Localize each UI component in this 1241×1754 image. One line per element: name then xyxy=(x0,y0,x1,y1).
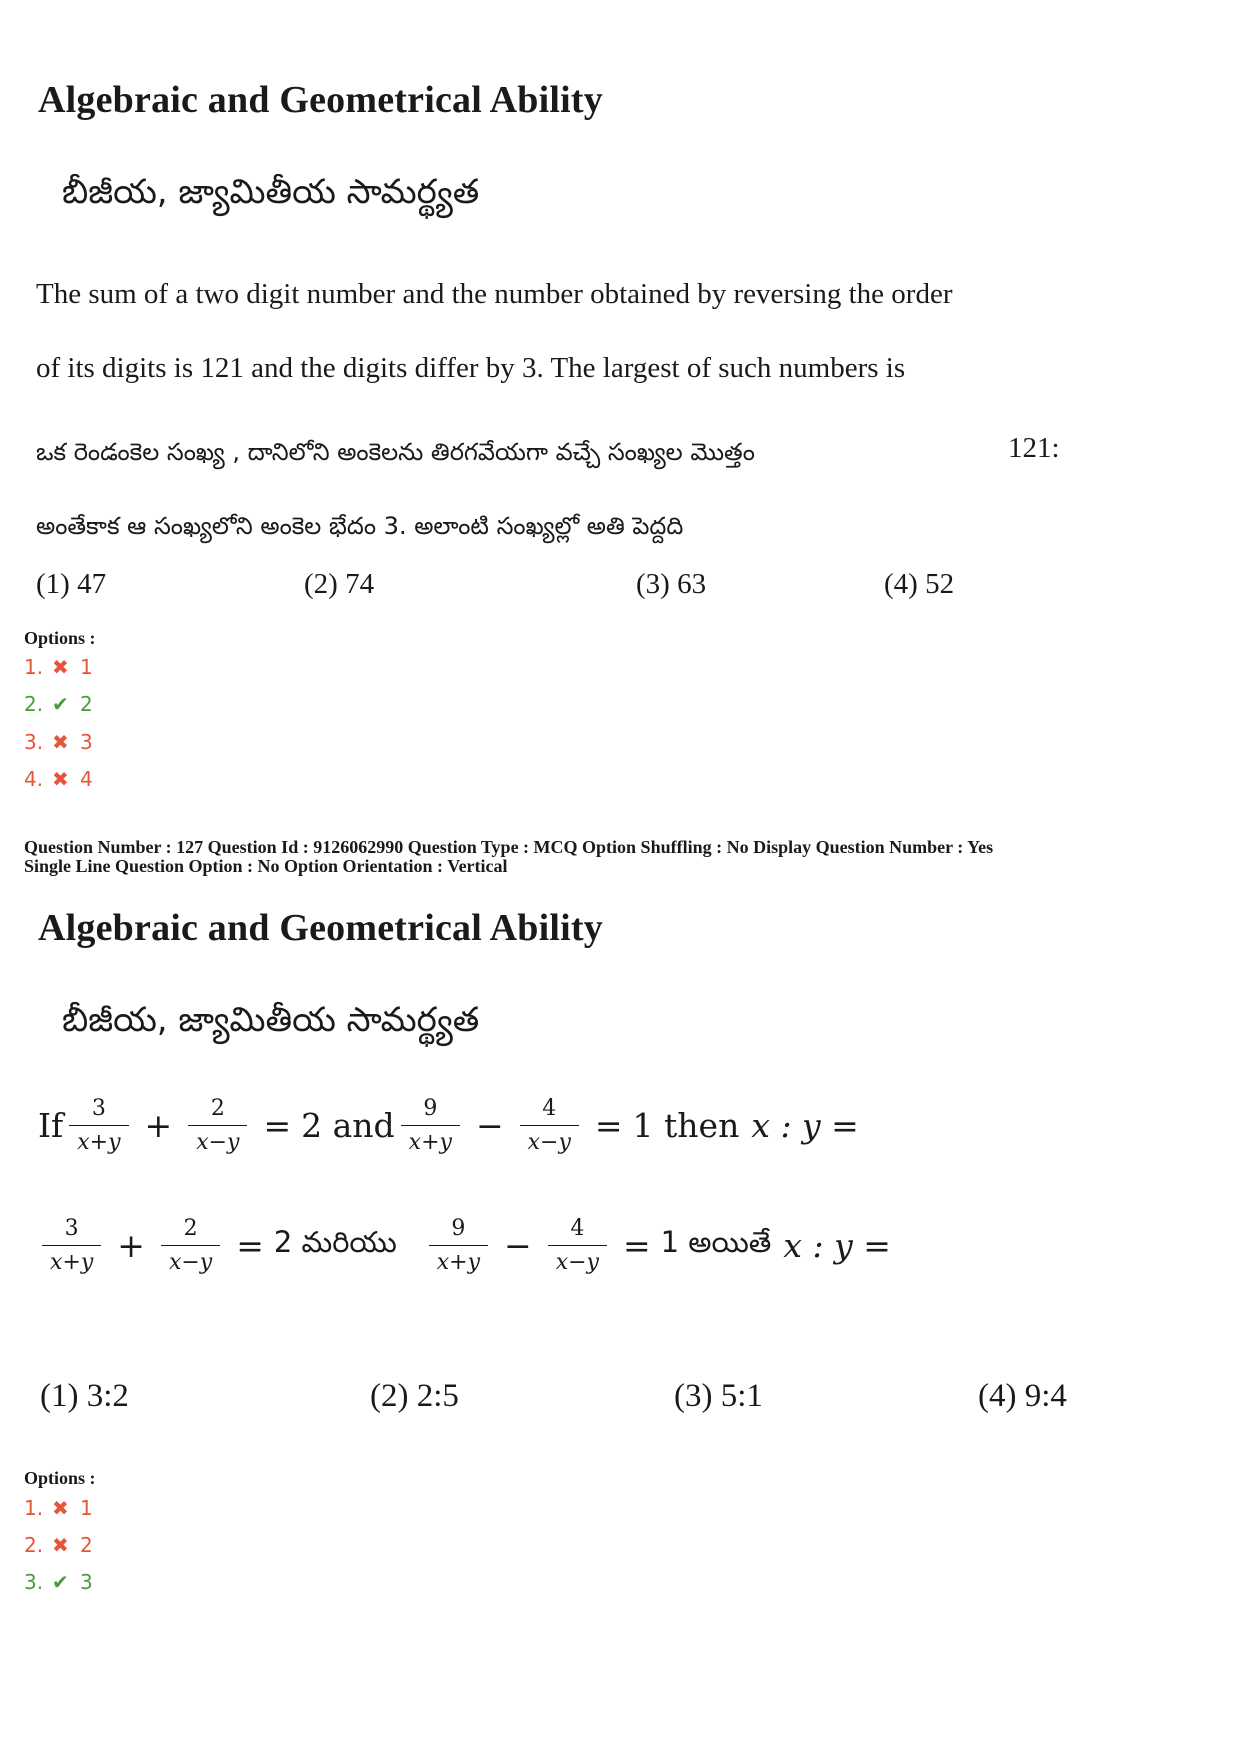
check-mark-icon: ✔ xyxy=(52,1570,69,1594)
option-label: 4 xyxy=(80,767,93,791)
fraction: $\frac{2}{x-y}$ xyxy=(188,1096,247,1155)
eq-if: If xyxy=(38,1106,64,1145)
fraction: $\frac{9}{x+y}$ xyxy=(429,1216,488,1275)
wrong-mark-icon: ✖ xyxy=(52,1496,69,1520)
option-item xyxy=(24,1570,93,1594)
section-title: Algebraic and Geometrical Ability xyxy=(38,907,603,949)
eq-telugu-and: 2 మరియు xyxy=(273,1224,397,1259)
question-text-line1: The sum of a two digit number and the number obtained by reversing the order xyxy=(36,278,953,310)
answer-choice-3: (3) 5:1 xyxy=(674,1378,763,1414)
option-item xyxy=(24,1533,93,1557)
answer-choice-2: (2) 2:5 xyxy=(370,1378,459,1414)
option-number: 4. xyxy=(24,767,44,791)
option-number: 2. xyxy=(24,692,44,716)
option-label: 2 xyxy=(80,1533,93,1557)
options-heading: Options : xyxy=(24,1468,96,1488)
answer-choice-1: (1) 3:2 xyxy=(40,1378,129,1414)
option-label: 3 xyxy=(80,730,93,754)
answer-choice-4: (4) 9:4 xyxy=(978,1378,1067,1414)
section-title-telugu: బీజీయ, జ్యామితీయ సామర్థ్యత xyxy=(62,1000,480,1040)
question-telugu-line2: అంతేకాక ఆ సంఖ్యలోని అంకెల భేదం 3. అలాంటి సంఖ్యల్లో అతి పెద్దది xyxy=(36,512,684,540)
option-number: 1. xyxy=(24,655,44,679)
fraction: $\frac{4}{x-y}$ xyxy=(520,1096,579,1155)
eq-telugu-then: 1 అయితే xyxy=(660,1224,772,1259)
option-label: 2 xyxy=(80,692,93,716)
question-text-line2: of its digits is 121 and the digits differ by 3. The largest of such numbers is xyxy=(36,352,906,384)
option-item xyxy=(24,1496,93,1520)
section-title-telugu: బీజీయ, జ్యామితీయ సామర్థ్యత xyxy=(62,172,480,212)
fraction: $\frac{4}{x-y}$ xyxy=(548,1216,607,1275)
wrong-mark-icon: ✖ xyxy=(52,1533,69,1557)
equation-english: If $\frac{3}{x+y}$ + $\frac{2}{x-y}$ = 2 and $\frac{9}{x+y}$ − $\frac{4}{x-y}$ = 1 then x : y = xyxy=(38,1096,859,1155)
answer-choice-4: (4) 52 xyxy=(884,568,955,600)
answer-choice-1: (1) 47 xyxy=(36,568,107,600)
eq-and: 2 and xyxy=(301,1106,395,1145)
question-meta-line1: Question Number : 127 Question Id : 9126062990 Question Type : MCQ Option Shuffling : No Display Question Number : Yes xyxy=(24,837,994,857)
eq-then: 1 then xyxy=(632,1106,740,1145)
fraction: $\frac{9}{x+y}$ xyxy=(401,1096,460,1155)
options-heading: Options : xyxy=(24,628,96,648)
section-title: Algebraic and Geometrical Ability xyxy=(38,79,603,121)
question-telugu-number: 121: xyxy=(1008,432,1060,464)
option-label: 3 xyxy=(80,1570,93,1594)
option-label: 1 xyxy=(80,1496,93,1520)
option-number: 3. xyxy=(24,1570,44,1594)
wrong-mark-icon: ✖ xyxy=(52,655,69,679)
fraction: $\frac{2}{x-y}$ xyxy=(161,1216,220,1275)
wrong-mark-icon: ✖ xyxy=(52,767,69,791)
wrong-mark-icon: ✖ xyxy=(52,730,69,754)
fraction: $\frac{3}{x+y}$ xyxy=(42,1216,101,1275)
eq-ratio: x : y = xyxy=(783,1226,891,1265)
equation-telugu: $\frac{3}{x+y}$ + $\frac{2}{x-y}$ = 2 మరియు $\frac{9}{x+y}$ − $\frac{4}{x-y}$ = 1 అయితే x : y = xyxy=(36,1216,891,1275)
option-number: 2. xyxy=(24,1533,44,1557)
option-item xyxy=(24,730,93,754)
answer-choice-2: (2) 74 xyxy=(304,568,375,600)
eq-ratio: x : y = xyxy=(751,1106,859,1145)
fraction: $\frac{3}{x+y}$ xyxy=(69,1096,128,1155)
option-number: 1. xyxy=(24,1496,44,1520)
option-label: 1 xyxy=(80,655,93,679)
answer-choice-3: (3) 63 xyxy=(636,568,707,600)
question-telugu-line1: ఒక రెండంకెల సంఖ్య , దానిలోని అంకెలను తిరగవేయగా వచ్చే సంఖ్యల మొత్తం xyxy=(36,438,755,466)
option-item xyxy=(24,692,93,716)
option-number: 3. xyxy=(24,730,44,754)
question-meta-line2: Single Line Question Option : No Option Orientation : Vertical xyxy=(24,856,508,876)
option-item xyxy=(24,767,93,791)
option-item xyxy=(24,655,93,679)
check-mark-icon: ✔ xyxy=(52,692,69,716)
